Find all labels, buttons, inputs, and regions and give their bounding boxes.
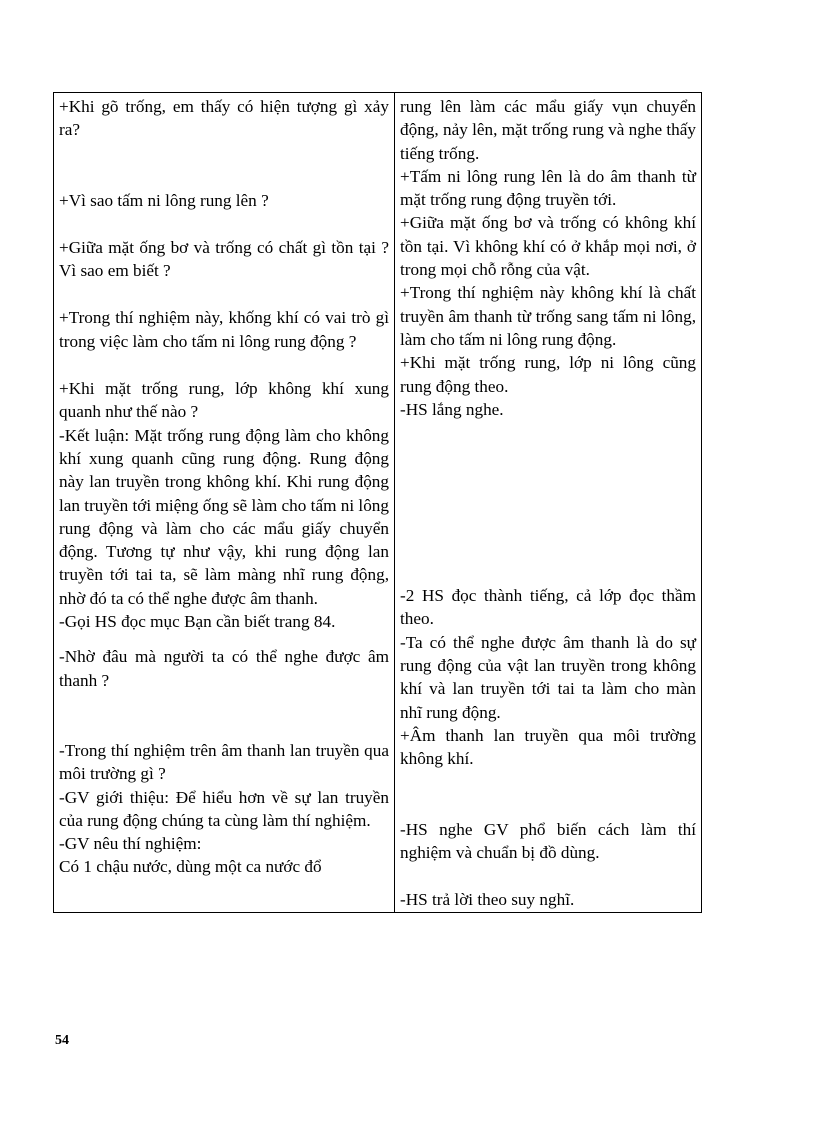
paragraph: -GV nêu thí nghiệm: xyxy=(59,834,202,854)
student-activity-list xyxy=(400,95,696,911)
paragraph: +Khi mặt trống rung, lớp không khí xung quanh như thế nào ? xyxy=(59,379,389,422)
page-number: 54 xyxy=(55,1033,69,1048)
paragraph: -Trong thí nghiệm trên âm thanh lan truyền qua môi trường gì ? xyxy=(59,740,389,784)
paragraph: -Kết luận: Mặt trống rung động làm cho không khí xung quanh cũng rung động. Rung động này lan truyền trong không khí. Khi rung động lan truyền tới miệng ống sẽ làm cho tấm ni lông rung động và làm cho các mẩu giấy chuyển động. Tương tự như vậy, khi rung động lan truyền tới tai ta, sẽ làm màng nhĩ rung động, nhờ đó ta có thể nghe được âm thanh. xyxy=(59,425,389,608)
paragraph: +Khi gõ trống, em thấy có hiện tượng gì xảy ra? xyxy=(59,97,389,140)
teacher-activity-list xyxy=(59,95,389,879)
paragraph: -HS nghe GV phổ biến cách làm thí nghiệm và chuẩn bị đồ dùng. xyxy=(400,819,696,862)
paragraph: -GV giới thiệu: Để hiểu hơn về sự lan truyền của rung động chúng ta cùng làm thí nghiệm. xyxy=(59,787,389,830)
paragraph: -Ta có thể nghe được âm thanh là do sự rung động của vật lan truyền trong không khí và lan truyền tới tai ta làm cho màn nhĩ rung động. xyxy=(400,632,696,722)
student-activity-cell xyxy=(395,93,702,913)
paragraph: +Âm thanh lan truyền qua môi trường không khí. xyxy=(400,725,696,769)
paragraph: +Vì sao tấm ni lông rung lên ? xyxy=(59,190,269,210)
paragraph: rung lên làm các mẩu giấy vụn chuyển động, nảy lên, mặt trống rung và nghe thấy tiếng trống. xyxy=(400,97,696,163)
paragraph: +Khi mặt trống rung, lớp ni lông cũng rung động theo. xyxy=(400,353,696,396)
paragraph: +Tấm ni lông rung lên là do âm thanh từ mặt trống rung động truyền tới. xyxy=(400,166,696,210)
paragraph: -Nhờ đâu mà người ta có thể nghe được âm thanh ? xyxy=(59,647,389,690)
paragraph: -2 HS đọc thành tiếng, cả lớp đọc thầm theo. xyxy=(400,586,696,629)
paragraph: -HS lắng nghe. xyxy=(400,399,504,419)
paragraph: Có 1 chậu nước, dùng một ca nước đổ xyxy=(59,857,322,877)
table-row xyxy=(54,93,702,913)
paragraph: +Trong thí nghiệm này, khống khí có vai trò gì trong việc làm cho tấm ni lông rung động ? xyxy=(59,308,389,351)
paragraph: +Giữa mặt ống bơ và trống có chất gì tồn tại ? Vì sao em biết ? xyxy=(59,237,389,281)
paragraph: +Trong thí nghiệm này không khí là chất truyền âm thanh từ trống sang tấm ni lông, làm cho tấm ni lông rung động. xyxy=(400,283,696,349)
paragraph: +Giữa mặt ống bơ và trống có không khí tồn tại. Vì không khí có ở khắp mọi nơi, ở trong mọi chỗ rỗng của vật. xyxy=(400,213,696,280)
teacher-activity-cell xyxy=(54,93,395,913)
paragraph: -Gọi HS đọc mục Bạn cần biết trang 84. xyxy=(59,612,336,632)
lesson-table xyxy=(53,92,702,913)
paragraph: -HS trả lời theo suy nghĩ. xyxy=(400,890,575,910)
